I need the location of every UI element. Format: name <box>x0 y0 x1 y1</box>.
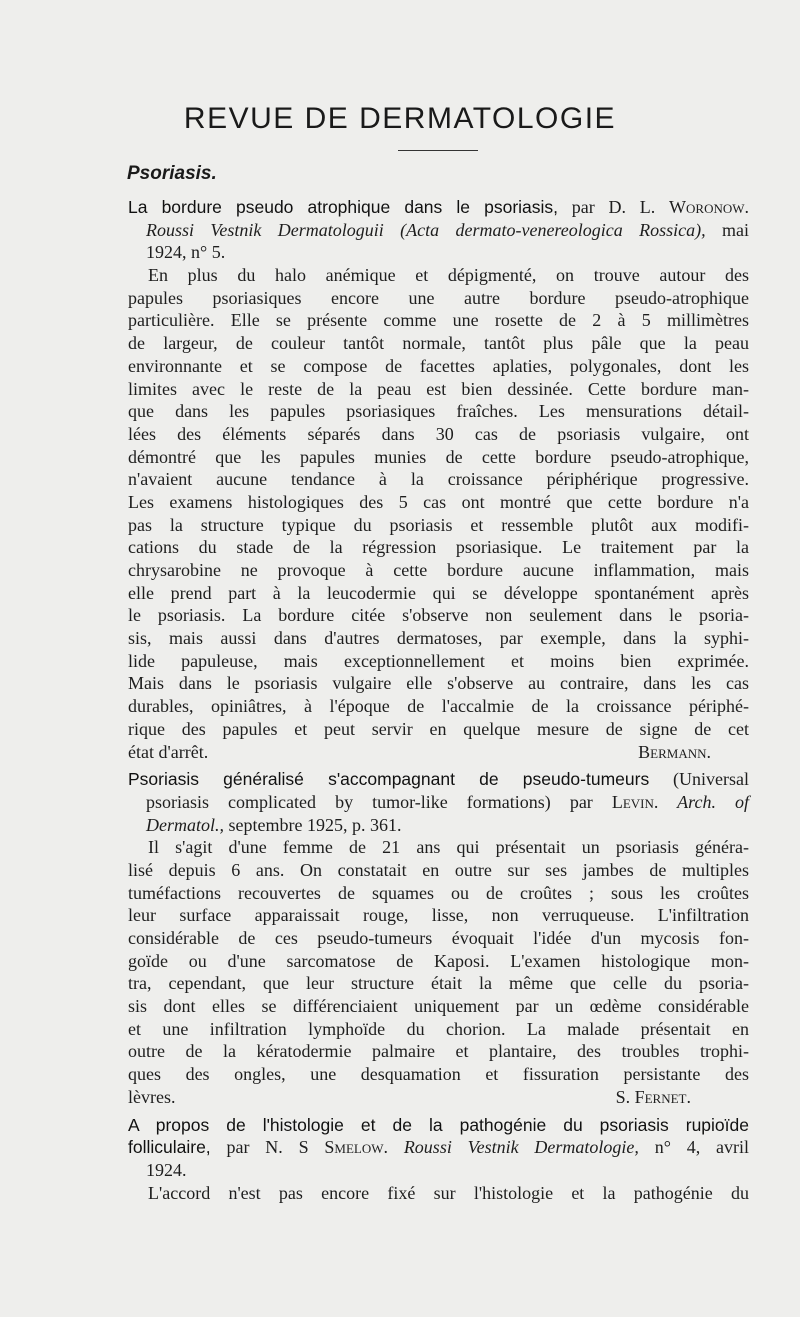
text-line: que dans les papules psoriasiques fraîches. Les mensurations détail- <box>128 401 749 422</box>
article-source-cont: Dermatol., septembre 1925, p. 361. <box>146 814 402 835</box>
text-line: et une infiltration lymphoïde du chorion. La malade présentait en <box>128 1018 749 1039</box>
text-line: leur surface apparaissait rouge, lisse, non verruqueuse. L'infiltration <box>128 905 749 926</box>
text-line: Il s'agit d'une femme de 21 ans qui présentait un psoriasis généra- <box>148 837 749 858</box>
text-line: ques des ongles, une desquamation et fissuration persistante des <box>128 1064 749 1085</box>
text-line: limites avec le reste de la peau est bien dessinée. Cette bordure man- <box>128 378 749 399</box>
text-line: de largeur, de couleur tantôt normale, tantôt plus pâle que la peau <box>128 333 749 354</box>
text-line: tuméfactions recouvertes de squames ou de croûtes ; sous les croûtes <box>128 882 749 903</box>
text-line: démontré que les papules munies de cette bordure pseudo-atrophique, <box>128 446 749 467</box>
running-header: REVUE DE DERMATOLOGIE <box>183 102 617 135</box>
text-line: Les examens histologiques des 5 cas ont montré que cette bordure n'a <box>128 491 749 512</box>
text-line: lisé depuis 6 ans. On constatait en outre sur ses jambes de multiples <box>128 859 749 880</box>
header-rule <box>398 150 478 151</box>
text-line: sis, mais aussi dans d'autres dermatoses, par exemple, dans la syphi- <box>128 628 749 649</box>
text-line: L'accord n'est pas encore fixé sur l'histologie et la pathogénie du <box>148 1182 749 1203</box>
text-line: tra, cependant, que leur structure était la même que celle du psoria- <box>128 973 749 994</box>
article-heading: Psoriasis généralisé s'accompagnant de pseudo-tumeurs (Universal <box>128 769 749 790</box>
text-line: lées des éléments séparés dans 30 cas de psoriasis vulgaire, ont <box>128 423 749 444</box>
article-heading: La bordure pseudo atrophique dans le psoriasis, par D. L. Woronow. <box>128 197 749 217</box>
text-line: goïde ou d'une sarcomatose de Kaposi. L'examen histologique mon- <box>128 950 749 971</box>
article-text <box>128 264 749 763</box>
signature: Bermann. <box>638 741 711 762</box>
text-line: lide papuleuse, mais exceptionnellement et moins bien exprimée. <box>128 650 749 671</box>
article-source: psoriasis complicated by tumor-like formations) par Levin. Arch. of <box>146 791 750 812</box>
text-line: rique des papules et peut servir en quelque mesure de signe de cet <box>128 718 749 739</box>
text-line: Mais dans le psoriasis vulgaire elle s'observe au contraire, dans les cas <box>128 673 749 694</box>
text-body <box>128 196 749 1204</box>
text-line-last: lèvres. S. Fernet. <box>128 1086 691 1107</box>
text-line: considérable de ces pseudo-tumeurs évoquait l'idée d'un mycosis fon- <box>128 928 749 948</box>
article-source-cont: 1924. <box>146 1159 187 1180</box>
text-line: durables, opiniâtres, à l'époque de l'accalmie de la croissance périphé- <box>128 696 749 717</box>
article-heading: A propos de l'histologie et de la pathogénie du psoriasis rupioïde <box>128 1114 749 1135</box>
text-line-last: état d'arrêt. Bermann. <box>128 741 711 762</box>
text-line: particulière. Elle se présente comme une rosette de 2 à 5 millimètres <box>128 310 749 331</box>
text-line: chrysarobine ne provoque à cette bordure aucune inflammation, mais <box>128 560 749 580</box>
article-source-cont: 1924, n° 5. <box>146 242 226 263</box>
signature: S. Fernet. <box>615 1086 691 1107</box>
text-line: sis dont elles se différenciaient uniquement par un œdème considérable <box>128 996 749 1017</box>
article-text <box>128 836 749 1108</box>
text-line: cations du stade de la régression psoriasique. Le traitement par la <box>128 537 749 558</box>
text-line: pas la structure typique du psoriasis et ressemble plutôt aux modifi- <box>128 514 749 535</box>
text-line: n'avaient aucune tendance à la croissance périphérique progressive. <box>128 469 749 490</box>
text-line: le psoriasis. La bordure citée s'observe non seulement dans le psoria- <box>128 605 749 626</box>
article-heading-cont: folliculaire, par N. S Smelow. Roussi Vestnik Dermatologie, n° 4, avril <box>128 1137 749 1158</box>
article-source: Roussi Vestnik Dermatologuii (Acta dermato-venereologica Rossica), mai <box>146 219 749 240</box>
text-line: En plus du halo anémique et dépigmenté, on trouve autour des <box>148 265 749 286</box>
text-line: environnante et se compose de facettes aplaties, polygonales, dont les <box>128 355 749 376</box>
section-title: Psoriasis. <box>127 163 217 184</box>
text-line: papules psoriasiques encore une autre bordure pseudo-atrophique <box>128 287 749 308</box>
text-line: elle prend part à la leucodermie qui se développe spontanément après <box>128 582 749 603</box>
text-line: outre de la kératodermie palmaire et plantaire, des troubles trophi- <box>128 1041 749 1062</box>
